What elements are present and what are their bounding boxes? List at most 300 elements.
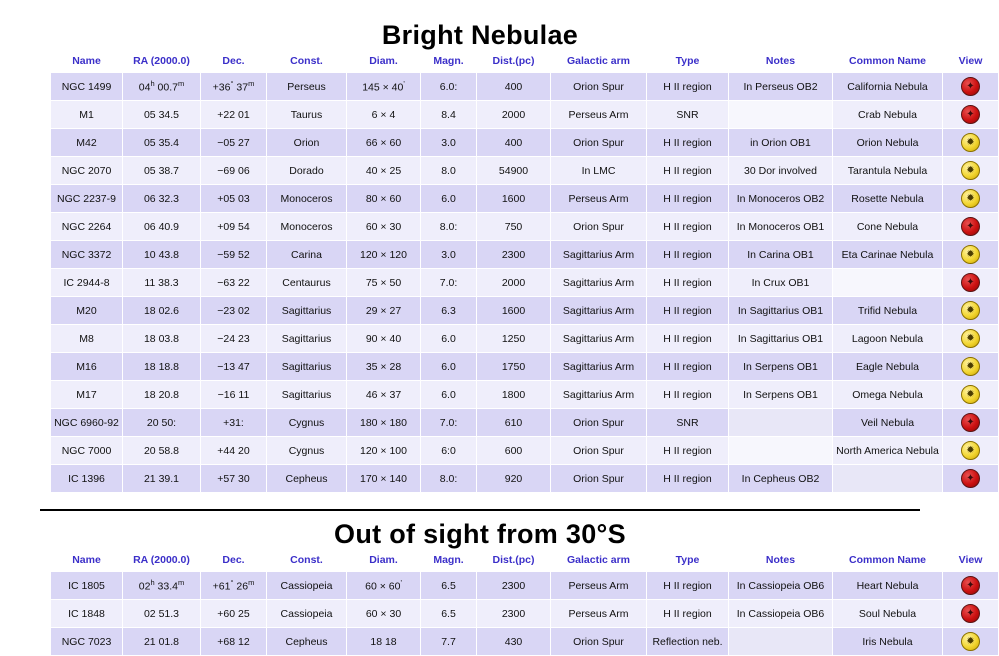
cell-name: NGC 7000	[51, 437, 123, 465]
cell-diam: 35 × 28	[347, 353, 421, 381]
table-row	[51, 129, 999, 157]
cell-notes: In Monoceros OB2	[729, 185, 833, 213]
cell-galactic-arm: In LMC	[551, 157, 647, 185]
cell-ra: 06 32.3	[123, 185, 201, 213]
view-glyph-icon: ✹	[966, 445, 975, 456]
cell-common-name: Soul Nebula	[833, 600, 943, 628]
table-header-row	[51, 51, 999, 73]
view-red-icon[interactable]	[961, 604, 980, 623]
column-header-dec: Dec.	[201, 550, 267, 572]
cell-type: H II region	[647, 129, 729, 157]
view-red-icon[interactable]	[961, 413, 980, 432]
cell-dist: 1800	[477, 381, 551, 409]
cell-dec: −05 27	[201, 129, 267, 157]
column-header-dist: Dist.(pc)	[477, 51, 551, 73]
cell-diam: 75 × 50	[347, 269, 421, 297]
column-header-name: Name	[51, 550, 123, 572]
cell-ra: 02 51.3	[123, 600, 201, 628]
cell-dec: −63 22	[201, 269, 267, 297]
view-yellow-icon[interactable]	[961, 441, 980, 460]
cell-dec: −59 52	[201, 241, 267, 269]
cell-notes: In Crux OB1	[729, 269, 833, 297]
view-glyph-icon: ✹	[966, 249, 975, 260]
cell-notes: In Serpens OB1	[729, 353, 833, 381]
cell-diam: 60 × 60'	[347, 572, 421, 600]
cell-ra: 18 18.8	[123, 353, 201, 381]
cell-common-name: Rosette Nebula	[833, 185, 943, 213]
table-row	[51, 325, 999, 353]
cell-dist: 2000	[477, 101, 551, 129]
cell-const: Sagittarius	[267, 381, 347, 409]
table-row	[51, 381, 999, 409]
cell-common-name: Eagle Nebula	[833, 353, 943, 381]
table-row	[51, 73, 999, 101]
cell-dec: +57 30	[201, 465, 267, 493]
column-header-common-name: Common Name	[833, 51, 943, 73]
cell-diam: 170 × 140	[347, 465, 421, 493]
cell-magn: 8.0:	[421, 213, 477, 241]
unit-superscript: h	[150, 79, 155, 89]
cell-galactic-arm: Orion Spur	[551, 465, 647, 493]
cell-notes: In Carina OB1	[729, 241, 833, 269]
view-cell[interactable]	[943, 409, 999, 437]
cell-type: H II region	[647, 185, 729, 213]
out-of-sight-body	[51, 572, 999, 656]
cell-dec: −13 47	[201, 353, 267, 381]
view-cell[interactable]	[943, 465, 999, 493]
cell-diam: 145 × 40'	[347, 73, 421, 101]
view-yellow-icon[interactable]	[961, 357, 980, 376]
cell-type: SNR	[647, 101, 729, 129]
cell-dist: 54900	[477, 157, 551, 185]
view-yellow-icon[interactable]	[961, 385, 980, 404]
cell-const: Sagittarius	[267, 325, 347, 353]
cell-dist: 610	[477, 409, 551, 437]
view-cell[interactable]	[943, 241, 999, 269]
cell-name: NGC 2237-9	[51, 185, 123, 213]
cell-dist: 1600	[477, 297, 551, 325]
column-header-dec: Dec.	[201, 51, 267, 73]
cell-notes: in Orion OB1	[729, 129, 833, 157]
cell-galactic-arm: Sagittarius Arm	[551, 241, 647, 269]
cell-type: H II region	[647, 325, 729, 353]
cell-name: M8	[51, 325, 123, 353]
view-cell[interactable]	[943, 101, 999, 129]
column-header-name: Name	[51, 51, 123, 73]
cell-notes: In Cassiopeia OB6	[729, 572, 833, 600]
view-cell[interactable]	[943, 353, 999, 381]
table-row	[51, 157, 999, 185]
cell-type: Reflection neb.	[647, 628, 729, 656]
view-glyph-icon: ✦	[966, 417, 975, 428]
view-red-icon[interactable]	[961, 273, 980, 292]
cell-magn: 7.0:	[421, 269, 477, 297]
view-red-icon[interactable]	[961, 77, 980, 96]
column-header-notes: Notes	[729, 51, 833, 73]
cell-notes	[729, 437, 833, 465]
view-red-icon[interactable]	[961, 576, 980, 595]
cell-const: Cepheus	[267, 628, 347, 656]
column-header-dist: Dist.(pc)	[477, 550, 551, 572]
cell-ra: 18 02.6	[123, 297, 201, 325]
cell-const: Orion	[267, 129, 347, 157]
table-row	[51, 437, 999, 465]
cell-magn: 6.3	[421, 297, 477, 325]
view-yellow-icon[interactable]	[961, 329, 980, 348]
cell-dec: +36° 37$^m$	[201, 73, 267, 101]
view-glyph-icon: ✦	[966, 81, 975, 92]
cell-notes: In Cassiopeia OB6	[729, 600, 833, 628]
cell-galactic-arm: Sagittarius Arm	[551, 325, 647, 353]
view-red-icon[interactable]	[961, 469, 980, 488]
cell-common-name: Lagoon Nebula	[833, 325, 943, 353]
table-row	[51, 297, 999, 325]
page-title-2: Out of sight from 30°S	[334, 519, 626, 549]
cell-type: H II region	[647, 353, 729, 381]
cell-name: NGC 7023	[51, 628, 123, 656]
cell-magn: 6.0	[421, 353, 477, 381]
cell-name: IC 1848	[51, 600, 123, 628]
view-cell[interactable]	[943, 157, 999, 185]
unit-superscript: '	[400, 578, 402, 588]
table-header-row	[51, 550, 999, 572]
cell-dist: 2300	[477, 241, 551, 269]
cell-diam: 90 × 40	[347, 325, 421, 353]
table-row	[51, 213, 999, 241]
cell-dec: −24 23	[201, 325, 267, 353]
table-row	[51, 241, 999, 269]
view-glyph-icon: ✹	[966, 165, 975, 176]
cell-common-name: Omega Nebula	[833, 381, 943, 409]
cell-type: H II region	[647, 600, 729, 628]
column-header-diam: Diam.	[347, 550, 421, 572]
cell-dec: +61° 26$^m$	[201, 572, 267, 600]
cell-dist: 400	[477, 129, 551, 157]
cell-dist: 2000	[477, 269, 551, 297]
table-row	[51, 465, 999, 493]
cell-ra: 18 20.8	[123, 381, 201, 409]
view-cell[interactable]	[943, 129, 999, 157]
cell-const: Sagittarius	[267, 353, 347, 381]
cell-const: Cepheus	[267, 465, 347, 493]
table-row	[51, 409, 999, 437]
view-glyph-icon: ✹	[966, 305, 975, 316]
cell-ra: 02$^h$ 33.4$^m$	[123, 572, 201, 600]
cell-magn: 6.5	[421, 572, 477, 600]
cell-galactic-arm: Orion Spur	[551, 129, 647, 157]
cell-ra: 18 03.8	[123, 325, 201, 353]
view-cell[interactable]	[943, 381, 999, 409]
bright-nebulae-table-wrap	[50, 51, 983, 493]
unit-superscript: m	[177, 578, 185, 588]
cell-notes: In Sagittarius OB1	[729, 297, 833, 325]
unit-superscript: '	[403, 79, 405, 89]
view-cell[interactable]	[943, 269, 999, 297]
cell-const: Taurus	[267, 101, 347, 129]
cell-dist: 2300	[477, 572, 551, 600]
cell-const: Sagittarius	[267, 297, 347, 325]
table-row	[51, 101, 999, 129]
cell-common-name: Cone Nebula	[833, 213, 943, 241]
cell-dist: 400	[477, 73, 551, 101]
cell-ra: 20 58.8	[123, 437, 201, 465]
cell-common-name	[833, 269, 943, 297]
cell-notes: In Monoceros OB1	[729, 213, 833, 241]
column-header-type: Type	[647, 51, 729, 73]
view-cell[interactable]	[943, 297, 999, 325]
cell-name: IC 1805	[51, 572, 123, 600]
column-header-const: Const.	[267, 51, 347, 73]
cell-ra: 11 38.3	[123, 269, 201, 297]
cell-dist: 1750	[477, 353, 551, 381]
cell-type: H II region	[647, 213, 729, 241]
view-cell[interactable]	[943, 437, 999, 465]
column-header-magn: Magn.	[421, 550, 477, 572]
cell-dist: 430	[477, 628, 551, 656]
cell-const: Centaurus	[267, 269, 347, 297]
view-cell[interactable]	[943, 213, 999, 241]
cell-name: IC 2944-8	[51, 269, 123, 297]
cell-common-name: Orion Nebula	[833, 129, 943, 157]
cell-galactic-arm: Orion Spur	[551, 437, 647, 465]
column-header-diam: Diam.	[347, 51, 421, 73]
cell-type: H II region	[647, 572, 729, 600]
cell-type: H II region	[647, 381, 729, 409]
cell-ra: 05 38.7	[123, 157, 201, 185]
cell-diam: 120 × 100	[347, 437, 421, 465]
column-header-ra: RA (2000.0)	[123, 550, 201, 572]
cell-magn: 6.0	[421, 381, 477, 409]
cell-notes: In Cepheus OB2	[729, 465, 833, 493]
view-glyph-icon: ✦	[966, 580, 975, 591]
cell-dec: +22 01	[201, 101, 267, 129]
cell-dec: +60 25	[201, 600, 267, 628]
view-yellow-icon[interactable]	[961, 161, 980, 180]
view-glyph-icon: ✦	[966, 109, 975, 120]
view-yellow-icon[interactable]	[961, 245, 980, 264]
cell-name: M17	[51, 381, 123, 409]
cell-notes	[729, 101, 833, 129]
table-row	[51, 353, 999, 381]
cell-diam: 80 × 60	[347, 185, 421, 213]
view-yellow-icon[interactable]	[961, 133, 980, 152]
cell-dist: 1250	[477, 325, 551, 353]
view-cell[interactable]	[943, 185, 999, 213]
view-cell[interactable]	[943, 73, 999, 101]
cell-common-name: Tarantula Nebula	[833, 157, 943, 185]
cell-const: Dorado	[267, 157, 347, 185]
cell-name: M42	[51, 129, 123, 157]
cell-type: H II region	[647, 73, 729, 101]
cell-magn: 6:0	[421, 437, 477, 465]
view-red-icon[interactable]	[961, 105, 980, 124]
cell-diam: 120 × 120	[347, 241, 421, 269]
cell-dec: −16 11	[201, 381, 267, 409]
cell-dec: +31:	[201, 409, 267, 437]
cell-diam: 6 × 4	[347, 101, 421, 129]
table-row	[51, 269, 999, 297]
cell-const: Cassiopeia	[267, 600, 347, 628]
table-row	[51, 628, 999, 656]
unit-superscript: m	[248, 578, 255, 588]
cell-name: IC 1396	[51, 465, 123, 493]
view-glyph-icon: ✦	[966, 473, 975, 484]
out-of-sight-table	[50, 550, 999, 656]
cell-ra: 21 39.1	[123, 465, 201, 493]
cell-dec: −23 02	[201, 297, 267, 325]
column-header-view: View	[943, 550, 999, 572]
cell-diam: 46 × 37	[347, 381, 421, 409]
column-header-const: Const.	[267, 550, 347, 572]
column-header-ra: RA (2000.0)	[123, 51, 201, 73]
cell-const: Cygnus	[267, 437, 347, 465]
cell-diam: 60 × 30	[347, 213, 421, 241]
cell-ra: 04$^h$ 00.7$^m$	[123, 73, 201, 101]
cell-type: H II region	[647, 157, 729, 185]
cell-ra: 05 34.5	[123, 101, 201, 129]
cell-diam: 60 × 30	[347, 600, 421, 628]
cell-common-name: Heart Nebula	[833, 572, 943, 600]
cell-galactic-arm: Perseus Arm	[551, 600, 647, 628]
cell-galactic-arm: Sagittarius Arm	[551, 297, 647, 325]
cell-const: Cygnus	[267, 409, 347, 437]
cell-galactic-arm: Perseus Arm	[551, 185, 647, 213]
cell-magn: 6.0	[421, 325, 477, 353]
view-red-icon[interactable]	[961, 217, 980, 236]
cell-dec: −69 06	[201, 157, 267, 185]
cell-galactic-arm: Orion Spur	[551, 409, 647, 437]
cell-dist: 1600	[477, 185, 551, 213]
cell-dec: +44 20	[201, 437, 267, 465]
cell-galactic-arm: Perseus Arm	[551, 572, 647, 600]
view-glyph-icon: ✹	[966, 636, 975, 647]
cell-name: NGC 3372	[51, 241, 123, 269]
view-yellow-icon[interactable]	[961, 189, 980, 208]
cell-magn: 7.0:	[421, 409, 477, 437]
cell-galactic-arm: Sagittarius Arm	[551, 381, 647, 409]
unit-superscript: m	[248, 79, 255, 89]
cell-diam: 29 × 27	[347, 297, 421, 325]
cell-common-name: California Nebula	[833, 73, 943, 101]
cell-type: H II region	[647, 437, 729, 465]
view-cell[interactable]	[943, 628, 999, 656]
cell-diam: 40 × 25	[347, 157, 421, 185]
cell-dist: 750	[477, 213, 551, 241]
cell-notes: In Perseus OB2	[729, 73, 833, 101]
view-glyph-icon: ✹	[966, 361, 975, 372]
page-title: Bright Nebulae	[381, 20, 579, 50]
cell-type: H II region	[647, 297, 729, 325]
table-row	[51, 572, 999, 600]
cell-const: Perseus	[267, 73, 347, 101]
view-cell[interactable]	[943, 325, 999, 353]
view-glyph-icon: ✹	[966, 193, 975, 204]
cell-diam: 18 18	[347, 628, 421, 656]
view-cell[interactable]	[943, 572, 999, 600]
cell-name: NGC 6960-92	[51, 409, 123, 437]
cell-name: M16	[51, 353, 123, 381]
cell-magn: 3.0	[421, 241, 477, 269]
cell-magn: 6.5	[421, 600, 477, 628]
cell-notes: In Serpens OB1	[729, 381, 833, 409]
cell-dist: 600	[477, 437, 551, 465]
unit-superscript: °	[230, 578, 234, 588]
cell-dist: 920	[477, 465, 551, 493]
cell-ra: 20 50:	[123, 409, 201, 437]
cell-type: H II region	[647, 269, 729, 297]
cell-galactic-arm: Sagittarius Arm	[551, 269, 647, 297]
cell-ra: 21 01.8	[123, 628, 201, 656]
bright-nebulae-table	[50, 51, 999, 493]
cell-galactic-arm: Orion Spur	[551, 73, 647, 101]
cell-galactic-arm: Perseus Arm	[551, 101, 647, 129]
unit-superscript: h	[150, 578, 155, 588]
cell-magn: 3.0	[421, 129, 477, 157]
cell-notes	[729, 409, 833, 437]
cell-notes: 30 Dor involved	[729, 157, 833, 185]
column-header-common-name: Common Name	[833, 550, 943, 572]
cell-dist: 2300	[477, 600, 551, 628]
cell-name: NGC 2264	[51, 213, 123, 241]
view-yellow-icon[interactable]	[961, 301, 980, 320]
column-header-galactic-arm: Galactic arm	[551, 51, 647, 73]
cell-ra: 10 43.8	[123, 241, 201, 269]
cell-magn: 8.0:	[421, 465, 477, 493]
view-glyph-icon: ✦	[966, 221, 975, 232]
view-glyph-icon: ✹	[966, 389, 975, 400]
cell-notes	[729, 628, 833, 656]
view-glyph-icon: ✦	[966, 608, 975, 619]
bright-nebulae-body	[51, 73, 999, 493]
cell-common-name: Veil Nebula	[833, 409, 943, 437]
cell-const: Cassiopeia	[267, 572, 347, 600]
cell-common-name: Trifid Nebula	[833, 297, 943, 325]
cell-dec: +05 03	[201, 185, 267, 213]
cell-ra: 06 40.9	[123, 213, 201, 241]
column-header-magn: Magn.	[421, 51, 477, 73]
view-yellow-icon[interactable]	[961, 632, 980, 651]
cell-magn: 8.0	[421, 157, 477, 185]
cell-common-name: Iris Nebula	[833, 628, 943, 656]
cell-galactic-arm: Orion Spur	[551, 628, 647, 656]
cell-type: SNR	[647, 409, 729, 437]
column-header-galactic-arm: Galactic arm	[551, 550, 647, 572]
unit-superscript: °	[230, 79, 234, 89]
cell-dec: +09 54	[201, 213, 267, 241]
column-header-view: View	[943, 51, 999, 73]
column-header-notes: Notes	[729, 550, 833, 572]
cell-const: Carina	[267, 241, 347, 269]
cell-common-name: North America Nebula	[833, 437, 943, 465]
table-row	[51, 185, 999, 213]
cell-dec: +68 12	[201, 628, 267, 656]
column-header-type: Type	[647, 550, 729, 572]
cell-common-name: Crab Nebula	[833, 101, 943, 129]
cell-magn: 6.0:	[421, 73, 477, 101]
view-glyph-icon: ✹	[966, 333, 975, 344]
view-glyph-icon: ✦	[966, 277, 975, 288]
cell-galactic-arm: Sagittarius Arm	[551, 353, 647, 381]
cell-name: M1	[51, 101, 123, 129]
cell-common-name	[833, 465, 943, 493]
view-cell[interactable]	[943, 600, 999, 628]
view-glyph-icon: ✹	[966, 137, 975, 148]
cell-name: NGC 2070	[51, 157, 123, 185]
cell-type: H II region	[647, 465, 729, 493]
cell-common-name: Eta Carinae Nebula	[833, 241, 943, 269]
cell-magn: 7.7	[421, 628, 477, 656]
table-row	[51, 600, 999, 628]
